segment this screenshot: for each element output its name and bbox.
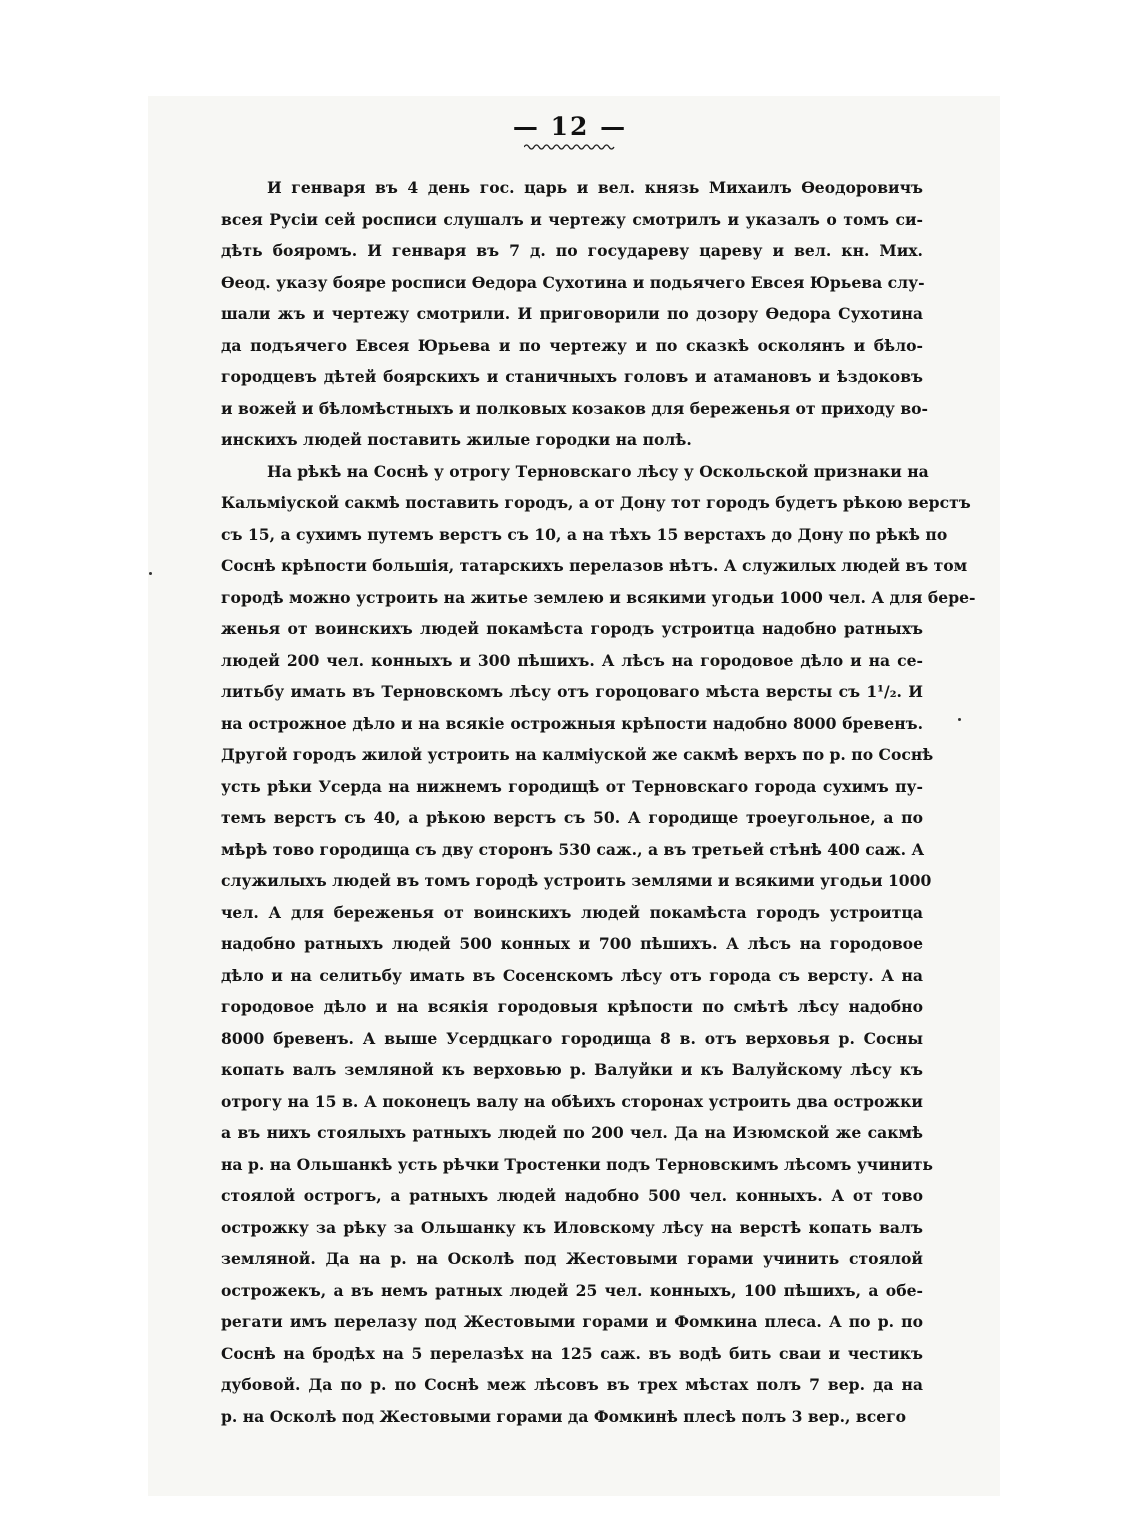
text-line: усть рѣки Усерда на нижнемъ городищѣ от Терновскаго города сухимъ пу- — [221, 776, 923, 796]
text-line: да подъячего Евсея Юрьева и по чертежу и по сказкѣ осколянъ и бѣло- — [221, 335, 923, 355]
text-line: земляной. Да на р. на Осколѣ под Жестовыми горами учинить стоялой — [221, 1249, 923, 1268]
text-line: острожку за рѣку за Ольшанку къ Иловскому лѣсу на верстѣ копать валъ — [221, 1217, 923, 1237]
text-line: на р. на Ольшанкѣ усть рѣчки Тростенки подъ Терновскимъ лѣсомъ учинить — [221, 1154, 934, 1174]
text-line: людей 200 чел. конныхъ и 300 пѣшихъ. А лѣсъ на городовое дѣло и на се- — [221, 650, 923, 670]
text-line: городѣ можно устроить на житье землею и всякими угодьи 1000 чел. А для бере- — [221, 587, 976, 607]
text-line: на острожное дѣло и на всякіе острожныя крѣпости надобно 8000 бревенъ. — [221, 713, 923, 733]
document-body — [221, 172, 976, 1432]
text-line: съ 15, а сухимъ путемъ верстъ съ 10, а на тѣхъ 15 верстахъ до Дону по рѣкѣ по — [221, 524, 948, 544]
text-line: служилыхъ людей въ томъ городѣ устроить землями и всякими угодьи 1000 — [221, 871, 932, 890]
text-line: и вожей и бѣломѣстныхъ и полковых козаков для береженья от приходу во- — [221, 398, 929, 418]
text-line: 8000 бревенъ. А выше Усердцкаго городища 8 в. отъ верховья р. Сосны — [221, 1028, 923, 1048]
text-line: Соснѣ на бродѣх на 5 перелазѣх на 125 саж. въ водѣ бить сваи и честикъ — [221, 1343, 923, 1363]
text-line: темъ верстъ съ 40, а рѣкою верстъ съ 50. А городище троеугольное, а по — [221, 808, 923, 827]
text-line: На рѣкѣ на Соснѣ у отрогу Терновскаго лѣсу у Оскольской признаки на — [267, 461, 929, 481]
text-line: надобно ратныхъ людей 500 конных и 700 пѣшихъ. А лѣсъ на городовое — [221, 934, 923, 953]
text-line: женья от воинскихъ людей покамѣста городъ устроитца надобно ратныхъ — [221, 619, 923, 638]
text-line: Соснѣ крѣпости большія, татарскихъ перелазов нѣтъ. А служилых людей въ том — [221, 556, 968, 575]
text-line: копать валъ земляной къ верховью р. Валуйки и къ Валуйскому лѣсу къ — [221, 1060, 923, 1079]
text-line: всея Русіи сей росписи слушалъ и чертежу смотрилъ и указалъ о томъ си- — [221, 209, 923, 229]
text-line: литьбу имать въ Терновскомъ лѣсу отъ гороцоваго мѣста версты съ 1¹/₂. И — [221, 682, 923, 701]
text-line: острожекъ, а въ немъ ратных людей 25 чел. конныхъ, 100 пѣшихъ, а обе- — [221, 1280, 923, 1300]
text-line: а въ нихъ стоялыхъ ратныхъ людей по 200 чел. Да на Изюмской же сакмѣ — [221, 1123, 923, 1142]
text-line: дѣть бояромъ. И генваря въ 7 д. по государеву цареву и вел. кн. Мих. — [221, 241, 923, 260]
wavy-underline-ornament — [524, 143, 616, 151]
text-line: дубовой. Да по р. по Соснѣ меж лѣсовъ въ трех мѣстах полъ 7 вер. да на — [221, 1375, 923, 1394]
text-line: мѣрѣ тово городища съ дву сторонъ 530 саж., а въ третьей стѣнѣ 400 саж. А — [221, 839, 925, 859]
text-line: чел. А для береженья от воинскихъ людей покамѣста городъ устроитца — [221, 902, 923, 922]
text-line: И генваря въ 4 день гос. царь и вел. князь Михаилъ Ѳеодоровичъ — [267, 178, 923, 197]
text-line: городовое дѣло и на всякія городовыя крѣпости по смѣтѣ лѣсу надобно — [221, 997, 923, 1016]
text-line: дѣло и на селитьбу имать въ Сосенскомъ лѣсу отъ города съ версту. А на — [221, 965, 923, 985]
text-line: стоялой острогъ, а ратныхъ людей надобно 500 чел. конныхъ. А от тово — [221, 1186, 923, 1205]
text-line: р. на Осколѣ под Жестовыми горами да Фомкинѣ плесѣ полъ 3 вер., всего — [221, 1406, 907, 1426]
scan-speck — [958, 718, 961, 721]
text-line: регати имъ перелазу под Жестовыми горами и Фомкина плеса. А по р. по — [221, 1312, 923, 1331]
text-line: городцевъ дѣтей боярскихъ и станичныхъ головъ и атамановъ и ѣздоковъ — [221, 367, 923, 386]
text-line: Ѳеод. указу бояре росписи Ѳедора Сухотина и подьячего Евсея Юрьева слу- — [221, 272, 925, 292]
text-line: шали жъ и чертежу смотрили. И приговорили по дозору Ѳедора Сухотина — [221, 304, 923, 323]
scan-speck — [149, 572, 152, 575]
text-line: Другой городъ жилой устроить на калміуской же сакмѣ верхъ по р. по Соснѣ — [221, 745, 934, 764]
text-line: инскихъ людей поставить жилые городки на полѣ. — [221, 430, 692, 449]
page-number: — 12 — — [512, 112, 628, 141]
text-line: отрогу на 15 в. А поконецъ валу на обѣихъ сторонах устроить два острожки — [221, 1091, 923, 1111]
text-line: Кальміуской сакмѣ поставить городъ, а от Дону тот городъ будетъ рѣкою верстъ — [221, 493, 971, 512]
